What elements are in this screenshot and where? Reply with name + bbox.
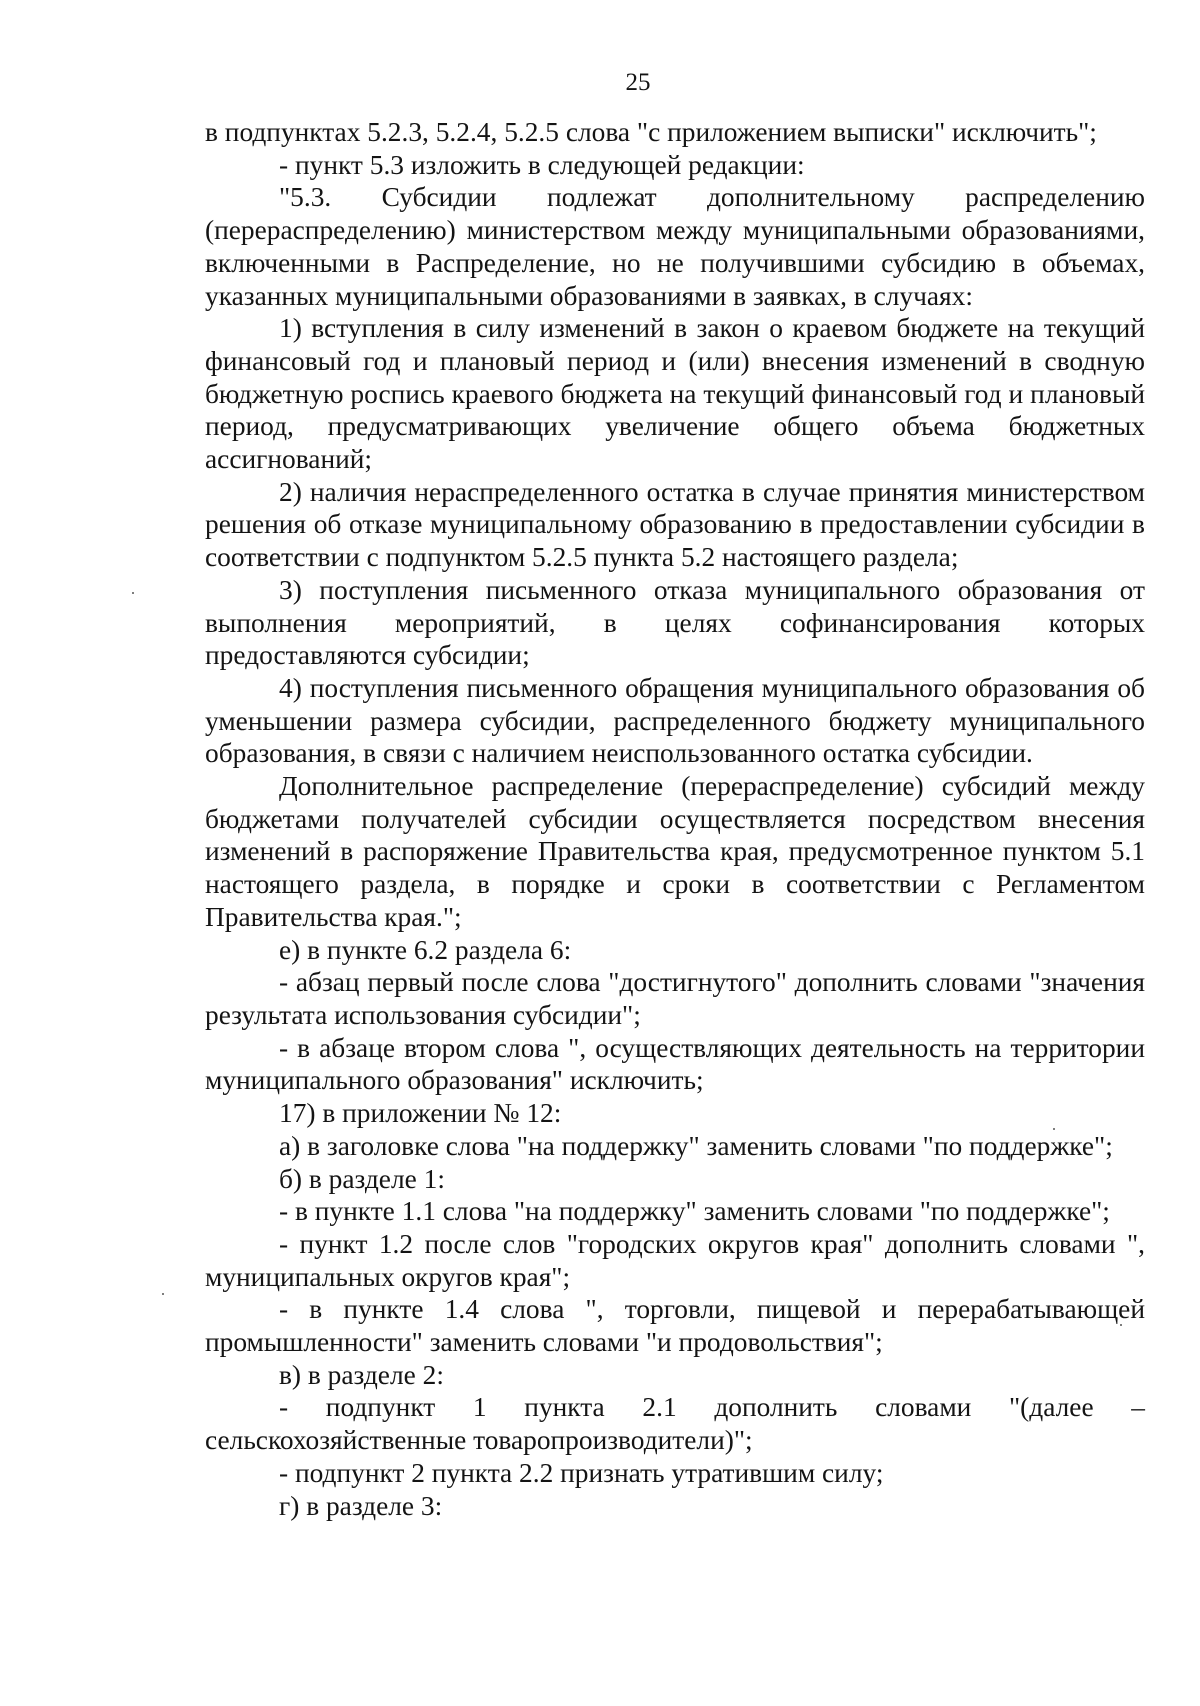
paragraph-point-1-4: - в пункте 1.4 слова ", торговли, пищевой и перерабатывающей промышленности" заменить словами "и продовольствия";	[205, 1294, 1145, 1358]
paragraph-redistribution: Дополнительное распределение (перераспределение) субсидий между бюджетами получателей субсидии осуществляется посредством внесения изменений в распоряжение Правительства края, предусмотренное пунктом 5.1 настоящего раздела, в порядке и сроки в соответствии с Регламентом Правительства края.";	[205, 771, 1145, 932]
paragraph-case-1: 1) вступления в силу изменений в закон о краевом бюджете на текущий финансовый год и плановый период и (или) внесения изменений в сводную бюджетную роспись краевого бюджета на текущий финансовый год и плановый период, предусматривающих увеличение общего объема бюджетных ассигнований;	[205, 313, 1145, 475]
paragraph-abzac-first: - абзац первый после слова "достигнутого" дополнить словами "значения результата использования субсидии";	[205, 967, 1145, 1030]
scan-speck	[1120, 1324, 1122, 1326]
paragraph-item-g: г) в разделе 3:	[279, 1490, 443, 1521]
paragraph-item-a: а) в заголовке слова "на поддержку" заменить словами "по поддержке";	[279, 1130, 1113, 1161]
scan-speck	[1053, 1128, 1055, 1130]
document-body	[205, 116, 1145, 1522]
paragraph-abzac-second: - в абзаце втором слова ", осуществляющих деятельность на территории муниципального образования" исключить;	[205, 1032, 1145, 1096]
paragraph-case-4: 4) поступления письменного обращения муниципального образования об уменьшении размера субсидии, распределенного бюджету муниципального образования, в связи с наличием неиспользованного остатка субсидии.	[205, 672, 1145, 769]
page-number: 25	[625, 69, 651, 96]
paragraph-point-2-1: - подпункт 1 пункта 2.1 дополнить словами "(далее – сельскохозяйственные товаропроизводители)";	[205, 1392, 1145, 1456]
scan-speck	[162, 1293, 164, 1295]
paragraph-case-2: 2) наличия нераспределенного остатка в случае принятия министерством решения об отказе муниципальному образованию в предоставлении субсидии в соответствии с подпунктом 5.2.5 пункта 5.2 настоящего раздела;	[205, 476, 1145, 573]
paragraph-item-b: б) в разделе 1:	[279, 1163, 445, 1194]
scan-speck	[132, 592, 134, 594]
paragraph-point-1-1: - в пункте 1.1 слова "на поддержку" заменить словами "по поддержке";	[279, 1196, 1110, 1227]
paragraph-point-1-2: - пункт 1.2 после слов "городских округов края" дополнить словами ", муниципальных округов края";	[205, 1228, 1145, 1292]
paragraph-case-3: 3) поступления письменного отказа муниципального образования от выполнения мероприятий, в целях софинансирования которых предоставляются субсидии;	[205, 574, 1145, 671]
paragraph-subpoints-5-2: в подпунктах 5.2.3, 5.2.4, 5.2.5 слова "с приложением выписки" исключить";	[205, 117, 1097, 147]
paragraph-point-5-3-intro: - пункт 5.3 изложить в следующей редакции:	[279, 149, 805, 180]
paragraph-point-2-2: - подпункт 2 пункта 2.2 признать утратившим силу;	[279, 1457, 884, 1488]
paragraph-item-v: в) в разделе 2:	[279, 1359, 444, 1390]
paragraph-point-5-3-text: "5.3. Субсидии подлежат дополнительному распределению (перераспределению) министерством между муниципальными образованиями, включенными в Распределение, но не получившими субсидию в объемах, указанных муниципальными образованиями в заявках, в случаях:	[205, 182, 1145, 311]
paragraph-appendix-12: 17) в приложении № 12:	[279, 1098, 562, 1129]
paragraph-item-e: е) в пункте 6.2 раздела 6:	[279, 934, 572, 965]
